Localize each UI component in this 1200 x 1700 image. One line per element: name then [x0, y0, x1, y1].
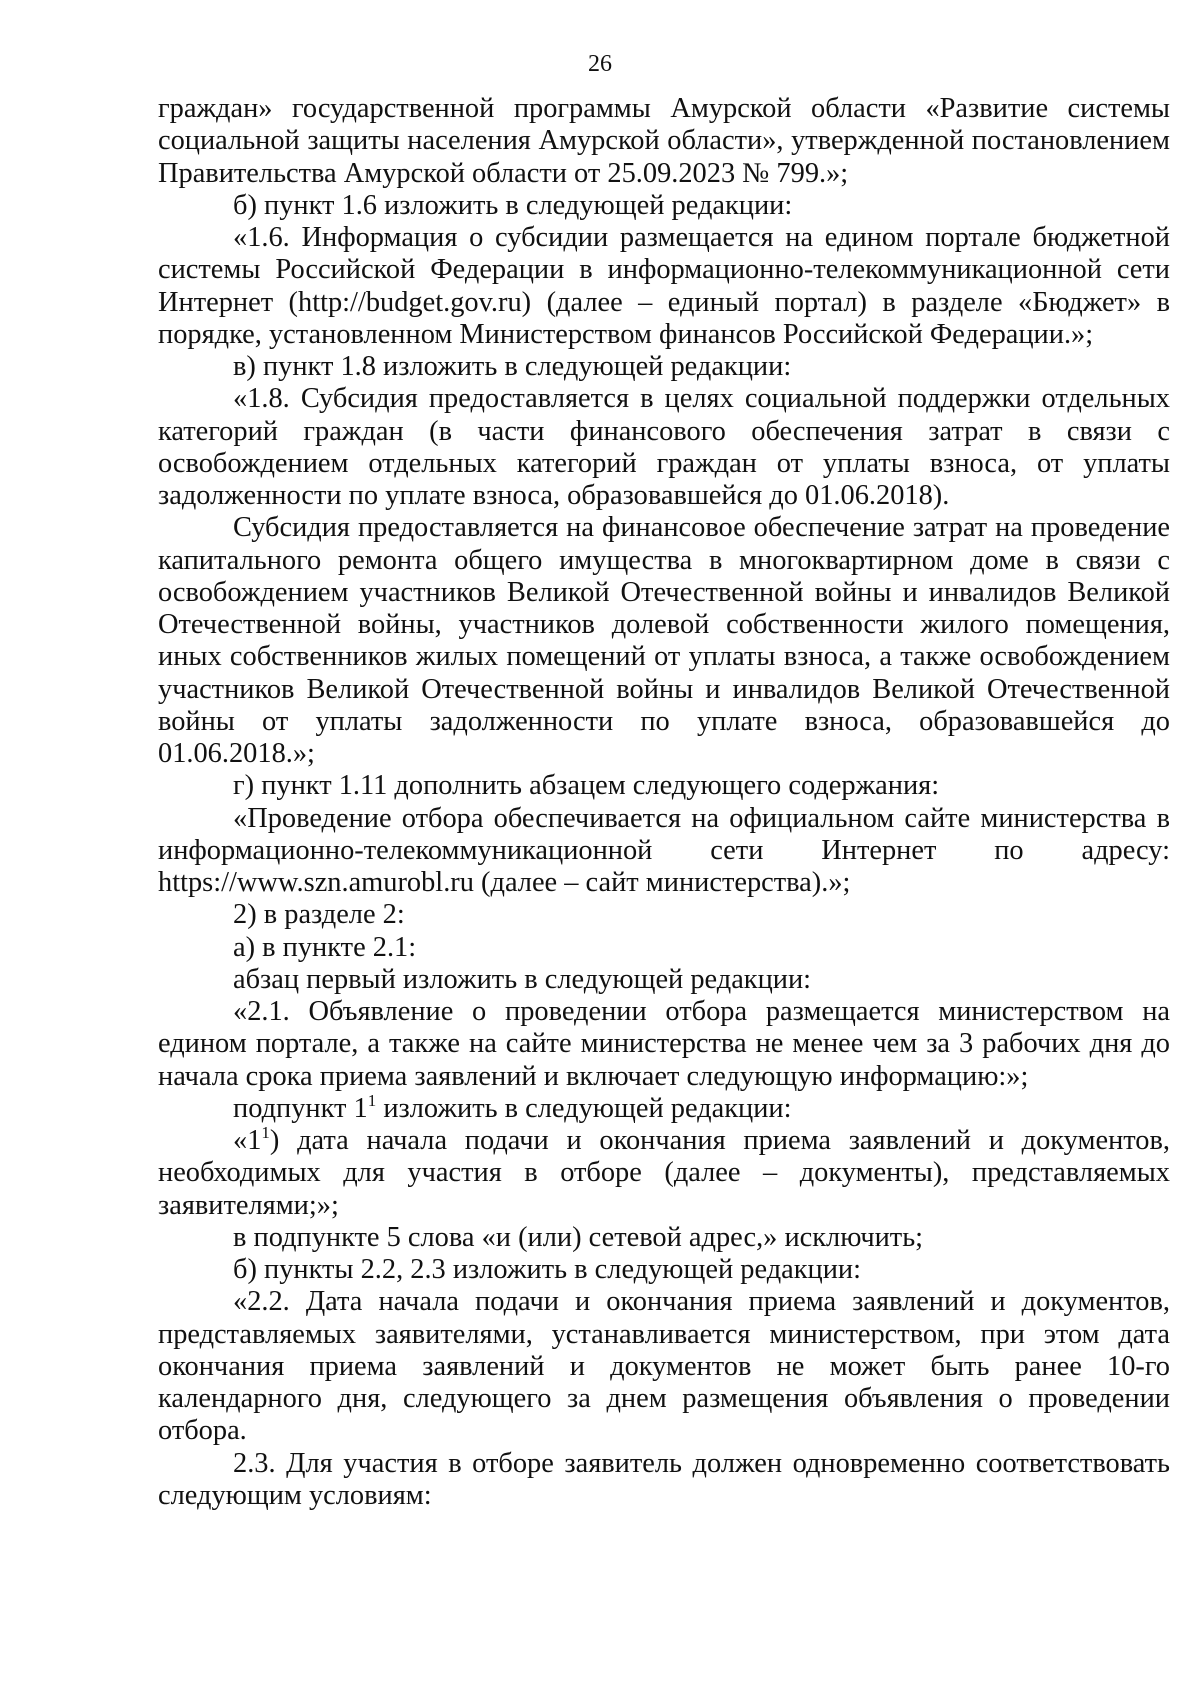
paragraph-section-2: 2) в разделе 2:	[233, 899, 405, 931]
paragraph-point-2-1: а) в пункте 2.1:	[233, 931, 417, 963]
paragraph-point-2-1-text: «2.1. Объявление о проведении отбора размещается министерством на едином портале, а также на сайте министерства не менее чем за 3 рабочих дня до начала срока приема заявлений и включает следующую информацию:»;	[158, 996, 1170, 1092]
paragraph-point-1-8-intro: в) пункт 1.8 изложить в следующей редакции:	[233, 351, 792, 382]
subpoint-heading-superscript: 1	[367, 1090, 377, 1110]
paragraph-point-1-8-text: «1.8. Субсидия предоставляется в целях социальной поддержки отдельных категорий граждан (в части финансового обеспечения затрат в связи с освобождением отдельных категорий граждан от уплаты взноса, от уплаты задолженности по уплате взноса, образовавшейся до 01.06.2018).	[158, 383, 1170, 511]
subpoint-heading-suffix: изложить в следующей редакции:	[376, 1092, 792, 1124]
page-number: 26	[588, 51, 612, 77]
paragraph-point-2-2-text: «2.2. Дата начала подачи и окончания приема заявлений и документов, представляемых заявителями, устанавливается министерством, при этом дата окончания приема заявлений и документов не может быть ранее 10-го календарного дня, следующего за днем размещения объявления о проведении отбора.	[158, 1286, 1170, 1447]
document-body	[158, 93, 1170, 1512]
paragraph-point-2-3-text: 2.3. Для участия в отборе заявитель должен одновременно соответствовать следующим условиям:	[158, 1447, 1170, 1511]
paragraph-point-1-6-intro: б) пункт 1.6 изложить в следующей редакции:	[233, 189, 793, 221]
subpoint-text-prefix: «1	[233, 1125, 262, 1156]
subpoint-heading-prefix: подпункт 1	[233, 1092, 368, 1124]
subpoint-text-suffix: ) дата начала подачи и окончания приема заявлений и документов, необходимых для участия в отборе (далее – документы), представляемых заявителями;»;	[158, 1125, 1170, 1221]
paragraph-selection-website: «Проведение отбора обеспечивается на официальном сайте министерства в информационно-телекоммуникационной сети Интернет по адресу: https://www.szn.amurobl.ru (далее – сайт министерства).»;	[158, 802, 1170, 898]
paragraph-subpoint-heading	[158, 1090, 1170, 1125]
paragraph-point-1-6-text: «1.6. Информация о субсидии размещается на едином портале бюджетной системы Российской Федерации в информационно-телекоммуникационной сети Интернет (http://budget.gov.ru) (далее – единый портал) в разделе «Бюджет» в порядке, установленном Министерством финансов Российской Федерации.»;	[158, 222, 1170, 350]
subpoint-text-superscript: 1	[261, 1123, 270, 1142]
paragraph-point-1-11-intro: г) пункт 1.11 дополнить абзацем следующего содержания:	[233, 770, 940, 802]
paragraph-subpoint-text	[158, 1125, 1170, 1222]
paragraph-subpoint-5-exclusion: в подпункте 5 слова «и (или) сетевой адрес,» исключить;	[233, 1221, 924, 1253]
paragraph-program-reference: граждан» государственной программы Амурской области «Развитие системы социальной защиты населения Амурской области», утвержденной постановлением Правительства Амурской области от 25.09.2023 № 799.»;	[158, 93, 1170, 189]
paragraph-first-paragraph-note: абзац первый изложить в следующей редакции:	[233, 963, 812, 995]
paragraph-subsidy-purpose: Субсидия предоставляется на финансовое обеспечение затрат на проведение капитального ремонта общего имущества в многоквартирном доме в связи с освобождением участников Великой Отечественной войны и инвалидов Великой Отечественной войны, участников долевой собственности жилого помещения, иных собственников жилых помещений от уплаты взноса, а также освобождением участников Великой Отечественной войны и инвалидов Великой Отечественной войны от уплаты задолженности по уплате взноса, образовавшейся до 01.06.2018.»;	[158, 512, 1170, 769]
paragraph-points-2-2-2-3-intro: б) пункты 2.2, 2.3 изложить в следующей редакции:	[233, 1254, 862, 1285]
